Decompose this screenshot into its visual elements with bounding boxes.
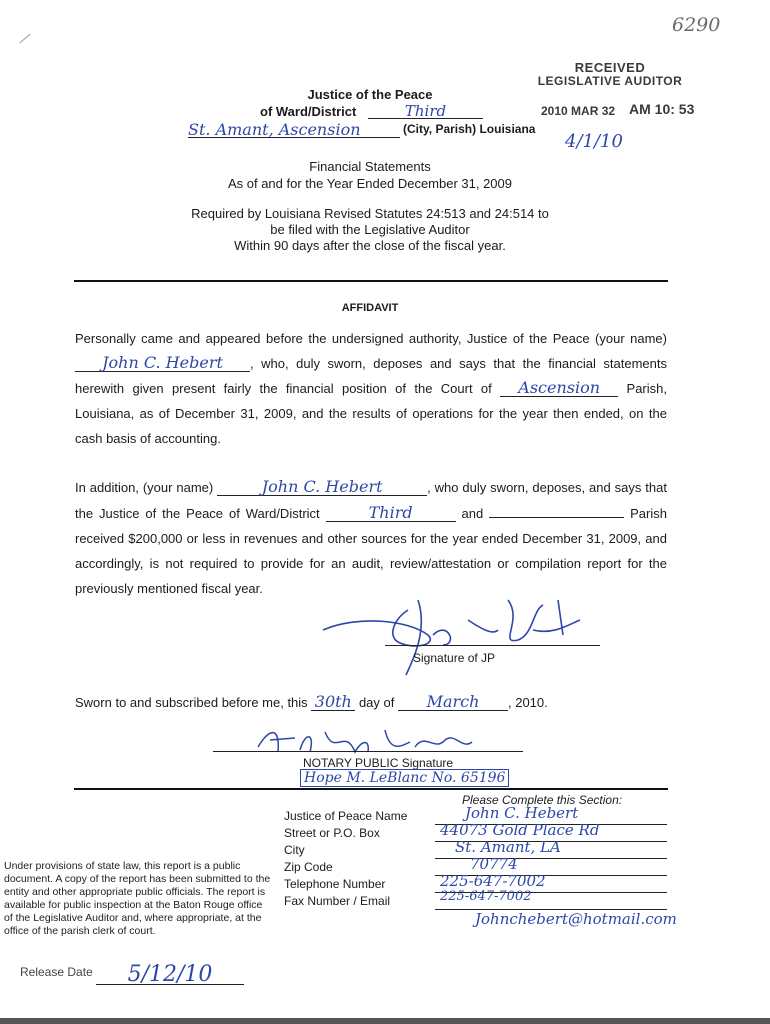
header-title: Justice of the Peace xyxy=(307,87,433,102)
city-label: (City, Parish) Louisiana xyxy=(403,122,536,136)
p1-text-b: , who, duly sworn, deposes and says that the financial statements herewith given present fairly the financial position of the Court of xyxy=(75,356,667,396)
court-value: Ascension xyxy=(518,378,601,397)
p2-text-c: Parish received $200,000 or less in revenues and other sources for the year ended December 31, 2009, and accordingly, is not required to provide for an audit, review/attestation or compilation report for the previously mentioned fiscal year. xyxy=(75,506,667,596)
release-date-value: 5/12/10 xyxy=(127,962,213,987)
month-value: March xyxy=(426,692,480,711)
ward-field xyxy=(368,102,483,119)
stamp-received: RECEIVED xyxy=(574,60,646,75)
jp-name-field-2 xyxy=(217,478,427,496)
stamp-legislative-auditor: LEGISLATIVE AUDITOR xyxy=(537,74,683,88)
notary-label: NOTARY PUBLIC Signature xyxy=(303,756,454,770)
jp-name-field-1 xyxy=(75,354,250,372)
release-date-field xyxy=(96,962,244,985)
sworn-year: , 2010. xyxy=(507,695,548,710)
sworn-text-b: day of xyxy=(358,695,395,710)
value-city: St. Amant, LA xyxy=(455,838,561,856)
value-jp-name: John C. Hebert xyxy=(465,804,579,822)
label-jp-name: Justice of Peace Name xyxy=(284,809,408,823)
jp-signature xyxy=(318,590,588,685)
requirement-line-1: Required by Louisiana Revised Statutes 24:513 and 24:514 to xyxy=(191,206,549,221)
label-street: Street or P.O. Box xyxy=(284,826,380,840)
ward-label: of Ward/District xyxy=(260,104,357,119)
bottom-divider xyxy=(74,788,668,790)
notary-line xyxy=(213,751,523,752)
stamp-time: AM 10: 53 xyxy=(629,101,695,117)
p1-text-c: Parish, Louisiana, as of December 31, 2009, and the results of operations for the year then ended, on the cash basis of accounting. xyxy=(75,381,667,446)
scan-mark xyxy=(19,34,30,44)
value-email: Johnchebert@hotmail.com xyxy=(475,910,677,928)
p2-and: and xyxy=(461,506,484,521)
p2-text-b: , who duly sworn, deposes, and says that the Justice of the Peace of Ward/District xyxy=(75,480,667,521)
p2-text-a: In addition, (your name) xyxy=(75,480,214,495)
signature-label: Signature of JP xyxy=(413,651,496,665)
label-zip: Zip Code xyxy=(284,860,333,874)
month-field xyxy=(398,693,508,711)
affidavit-paragraph-2 xyxy=(75,475,667,601)
value-telephone: 225-647-7002 xyxy=(440,872,546,890)
label-fax-email: Fax Number / Email xyxy=(284,894,391,908)
document-number: 6290 xyxy=(672,14,721,36)
signature-line xyxy=(385,645,600,646)
ward-value: Third xyxy=(404,102,447,120)
affidavit-paragraph-1 xyxy=(75,326,667,451)
release-date-label: Release Date xyxy=(20,965,93,979)
jp-name-1: John C. Hebert xyxy=(102,353,223,372)
stamp-date: 2010 MAR 32 xyxy=(541,104,616,118)
city-value: St. Amant, Ascension xyxy=(188,120,361,139)
day-value: 30th xyxy=(314,692,352,711)
ward-value-2: Third xyxy=(368,503,413,522)
financial-title: Financial Statements xyxy=(309,159,431,174)
notary-signature xyxy=(250,722,480,760)
ward-field-2 xyxy=(326,504,456,522)
sworn-line xyxy=(75,693,548,711)
label-telephone: Telephone Number xyxy=(284,877,386,891)
notary-printed-name: Hope M. LeBlanc No. 65196 xyxy=(300,769,509,787)
court-field xyxy=(500,379,618,397)
info-heading: Please Complete this Section: xyxy=(462,793,623,807)
parish-field-2 xyxy=(489,500,624,518)
city-field xyxy=(188,120,400,138)
value-zip: 70774 xyxy=(470,855,518,873)
label-city: City xyxy=(284,843,305,857)
value-fax: 225-647-7002 xyxy=(440,889,532,904)
jp-name-2: John C. Hebert xyxy=(261,477,383,496)
p1-text-a: Personally came and appeared before the undersigned authority, Justice of the Peace (your name) xyxy=(75,331,667,346)
stamp-handwritten-date: 4/1/10 xyxy=(565,131,623,152)
financial-period: As of and for the Year Ended December 31, 2009 xyxy=(227,176,513,191)
day-field xyxy=(311,693,355,711)
received-stamp xyxy=(535,60,685,88)
affidavit-title: AFFIDAVIT xyxy=(341,302,399,314)
top-divider xyxy=(74,280,668,282)
sworn-text-a: Sworn to and subscribed before me, this xyxy=(75,695,308,710)
scan-bottom-edge xyxy=(0,1018,770,1024)
requirement-line-3: Within 90 days after the close of the fiscal year. xyxy=(234,238,506,253)
public-document-notice: Under provisions of state law, this report is a public document. A copy of the report has been submitted to the entity and other appropriate public officials. The report is available for public inspection at the Baton Rouge office of the Legislative Auditor and, where appropriate, at the office of the parish clerk of court. xyxy=(4,860,271,937)
value-street: 44073 Gold Place Rd xyxy=(440,821,600,839)
requirement-line-2: be filed with the Legislative Auditor xyxy=(270,222,470,237)
